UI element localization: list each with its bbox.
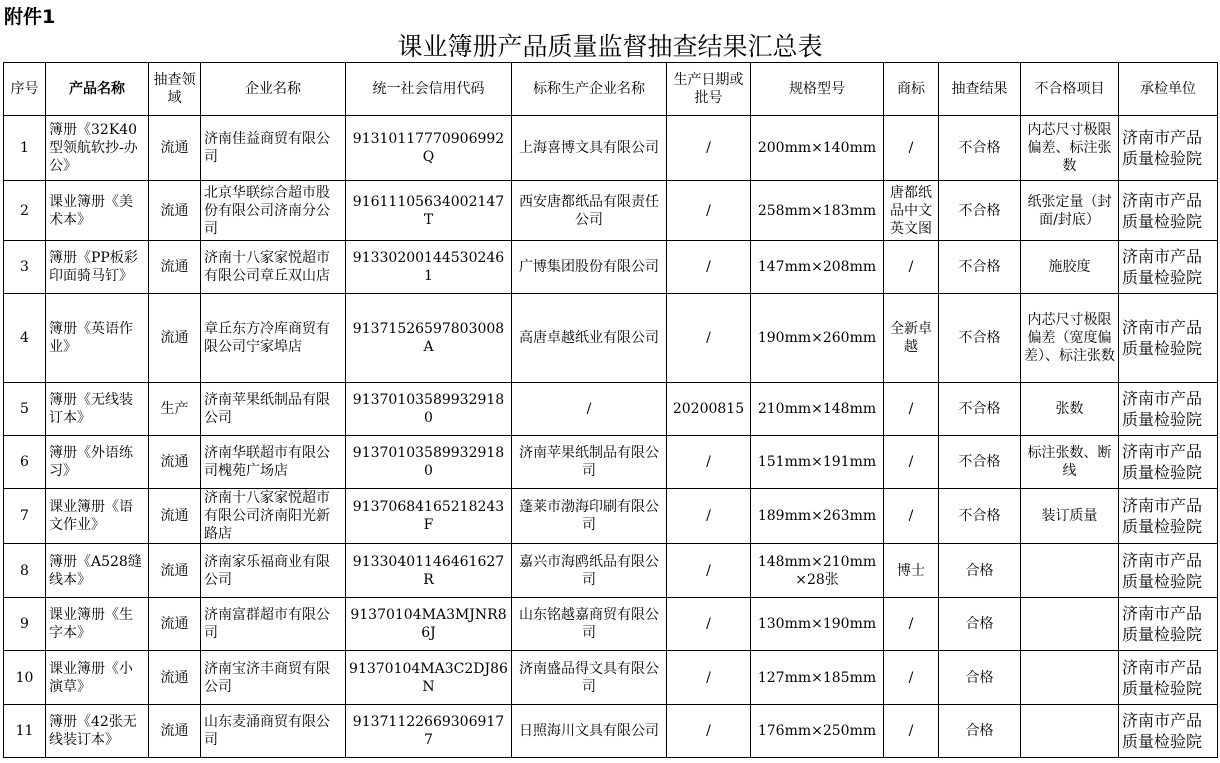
table-row [4, 436, 1218, 489]
failed-items-cell [1021, 705, 1119, 758]
specification-cell: 130mm×190mm [751, 598, 884, 651]
production-date-cell: / [667, 116, 751, 181]
specification-cell: 151mm×191mm [751, 436, 884, 489]
header-company: 企业名称 [201, 63, 346, 116]
failed-items-cell [1021, 651, 1119, 705]
trademark-cell: / [884, 383, 939, 436]
table-row [4, 181, 1218, 241]
table-row [4, 116, 1218, 181]
specification-cell: 176mm×250mm [751, 705, 884, 758]
attachment-label: 附件1 [4, 6, 56, 28]
failed-items-cell: 施胶度 [1021, 241, 1119, 294]
labeled-manufacturer-cell: 日照海川文具有限公司 [512, 705, 667, 758]
credit-code-cell: 913701035899329180 [346, 383, 512, 436]
row-number-cell: 2 [4, 181, 46, 241]
credit-code-cell: 91370684165218243F [346, 489, 512, 544]
production-date-cell: / [667, 544, 751, 598]
inspection-org-cell: 济南市产品质量检验院 [1119, 544, 1218, 598]
inspection-result-cell: 合格 [939, 705, 1021, 758]
row-number-cell: 8 [4, 544, 46, 598]
inspection-result-cell: 不合格 [939, 116, 1021, 181]
company-name-cell: 山东麦涌商贸有限公司 [201, 705, 346, 758]
company-name-cell: 济南富群超市有限公司 [201, 598, 346, 651]
inspection-org-cell: 济南市产品质量检验院 [1119, 294, 1218, 383]
failed-items-cell [1021, 544, 1119, 598]
product-name-cell: 簿册《PP板彩印面骑马钉》 [46, 241, 149, 294]
inspection-org-cell: 济南市产品质量检验院 [1119, 116, 1218, 181]
product-name-cell: 簿册《42张无线装订本》 [46, 705, 149, 758]
labeled-manufacturer-cell: 上海喜博文具有限公司 [512, 116, 667, 181]
row-number-cell: 4 [4, 294, 46, 383]
product-name-cell: 课业簿册《小演草》 [46, 651, 149, 705]
inspection-org-cell: 济南市产品质量检验院 [1119, 489, 1218, 544]
trademark-cell: / [884, 598, 939, 651]
credit-code-cell: 91370104MA3C2DJ86N [346, 651, 512, 705]
inspection-field-cell: 流通 [149, 181, 201, 241]
inspection-field-cell: 流通 [149, 241, 201, 294]
table-row [4, 383, 1218, 436]
inspection-field-cell: 流通 [149, 116, 201, 181]
inspection-org-cell: 济南市产品质量检验院 [1119, 436, 1218, 489]
production-date-cell: / [667, 241, 751, 294]
row-number-cell: 10 [4, 651, 46, 705]
failed-items-cell: 纸张定量（封面/封底） [1021, 181, 1119, 241]
header-result: 抽查结果 [939, 63, 1021, 116]
inspection-field-cell: 生产 [149, 383, 201, 436]
product-name-cell: 簿册《A528缝线本》 [46, 544, 149, 598]
company-name-cell: 济南宝济丰商贸有限公司 [201, 651, 346, 705]
inspection-field-cell: 流通 [149, 598, 201, 651]
product-name-cell: 课业簿册《语文作业》 [46, 489, 149, 544]
product-name-cell: 簿册《英语作业》 [46, 294, 149, 383]
production-date-cell: / [667, 651, 751, 705]
credit-code-cell: 91310117770906992Q [346, 116, 512, 181]
company-name-cell: 济南苹果纸制品有限公司 [201, 383, 346, 436]
credit-code-cell: 913302001445302461 [346, 241, 512, 294]
row-number-cell: 11 [4, 705, 46, 758]
inspection-org-cell: 济南市产品质量检验院 [1119, 383, 1218, 436]
credit-code-cell: 91611105634002147T [346, 181, 512, 241]
product-name-cell: 课业簿册《生字本》 [46, 598, 149, 651]
trademark-cell: / [884, 651, 939, 705]
header-maker: 标称生产企业名称 [512, 63, 667, 116]
inspection-result-cell: 不合格 [939, 294, 1021, 383]
labeled-manufacturer-cell: 西安唐都纸品有限责任公司 [512, 181, 667, 241]
failed-items-cell: 内芯尺寸极限偏差、标注张数 [1021, 116, 1119, 181]
table-row [4, 705, 1218, 758]
inspection-org-cell: 济南市产品质量检验院 [1119, 705, 1218, 758]
credit-code-cell: 91370104MA3MJNR86J [346, 598, 512, 651]
row-number-cell: 5 [4, 383, 46, 436]
specification-cell: 147mm×208mm [751, 241, 884, 294]
trademark-cell: / [884, 489, 939, 544]
production-date-cell: / [667, 436, 751, 489]
specification-cell: 258mm×183mm [751, 181, 884, 241]
header-org: 承检单位 [1119, 63, 1218, 116]
table-row [4, 598, 1218, 651]
inspection-field-cell: 流通 [149, 544, 201, 598]
labeled-manufacturer-cell: 济南苹果纸制品有限公司 [512, 436, 667, 489]
product-name-cell: 簿册《外语练习》 [46, 436, 149, 489]
company-name-cell: 济南十八家家悦超市有限公司济南阳光新路店 [201, 489, 346, 544]
product-name-cell: 簿册《32K40型领航软抄-办公》 [46, 116, 149, 181]
inspection-org-cell: 济南市产品质量检验院 [1119, 598, 1218, 651]
inspection-field-cell: 流通 [149, 294, 201, 383]
header-field: 抽查领域 [149, 63, 201, 116]
header-product: 产品名称 [46, 63, 149, 116]
labeled-manufacturer-cell: 山东铭越嘉商贸有限公司 [512, 598, 667, 651]
trademark-cell: 全新卓越 [884, 294, 939, 383]
inspection-field-cell: 流通 [149, 436, 201, 489]
inspection-org-cell: 济南市产品质量检验院 [1119, 181, 1218, 241]
failed-items-cell: 装订质量 [1021, 489, 1119, 544]
specification-cell: 200mm×140mm [751, 116, 884, 181]
trademark-cell: / [884, 705, 939, 758]
trademark-cell: / [884, 436, 939, 489]
company-name-cell: 济南家乐福商业有限公司 [201, 544, 346, 598]
inspection-result-cell: 合格 [939, 544, 1021, 598]
specification-cell: 190mm×260mm [751, 294, 884, 383]
row-number-cell: 6 [4, 436, 46, 489]
specification-cell: 148mm×210mm×28张 [751, 544, 884, 598]
row-number-cell: 3 [4, 241, 46, 294]
results-table [3, 62, 1218, 758]
production-date-cell: 20200815 [667, 383, 751, 436]
inspection-result-cell: 不合格 [939, 436, 1021, 489]
page-title: 课业簿册产品质量监督抽查结果汇总表 [397, 32, 823, 61]
trademark-cell: / [884, 116, 939, 181]
credit-code-cell: 913711226693069177 [346, 705, 512, 758]
company-name-cell: 济南佳益商贸有限公司 [201, 116, 346, 181]
header-code: 统一社会信用代码 [346, 63, 512, 116]
specification-cell: 210mm×148mm [751, 383, 884, 436]
inspection-field-cell: 流通 [149, 705, 201, 758]
inspection-result-cell: 不合格 [939, 181, 1021, 241]
table-row [4, 544, 1218, 598]
failed-items-cell [1021, 598, 1119, 651]
row-number-cell: 9 [4, 598, 46, 651]
header-spec: 规格型号 [751, 63, 884, 116]
credit-code-cell: 91371526597803008A [346, 294, 512, 383]
product-name-cell: 簿册《无线装订本》 [46, 383, 149, 436]
inspection-org-cell: 济南市产品质量检验院 [1119, 241, 1218, 294]
failed-items-cell: 标注张数、断线 [1021, 436, 1119, 489]
production-date-cell: / [667, 181, 751, 241]
header-brand: 商标 [884, 63, 939, 116]
labeled-manufacturer-cell: 嘉兴市海鸥纸品有限公司 [512, 544, 667, 598]
company-name-cell: 北京华联综合超市股份有限公司济南分公司 [201, 181, 346, 241]
inspection-result-cell: 不合格 [939, 383, 1021, 436]
inspection-result-cell: 合格 [939, 598, 1021, 651]
inspection-org-cell: 济南市产品质量检验院 [1119, 651, 1218, 705]
header-date: 生产日期或批号 [667, 63, 751, 116]
company-name-cell: 济南华联超市有限公司槐苑广场店 [201, 436, 346, 489]
production-date-cell: / [667, 294, 751, 383]
production-date-cell: / [667, 705, 751, 758]
inspection-field-cell: 流通 [149, 489, 201, 544]
labeled-manufacturer-cell: 高唐卓越纸业有限公司 [512, 294, 667, 383]
labeled-manufacturer-cell: 蓬莱市渤海印刷有限公司 [512, 489, 667, 544]
specification-cell: 127mm×185mm [751, 651, 884, 705]
credit-code-cell: 913701035899329180 [346, 436, 512, 489]
credit-code-cell: 91330401146461627R [346, 544, 512, 598]
inspection-field-cell: 流通 [149, 651, 201, 705]
inspection-result-cell: 合格 [939, 651, 1021, 705]
failed-items-cell: 张数 [1021, 383, 1119, 436]
labeled-manufacturer-cell: 济南盛品得文具有限公司 [512, 651, 667, 705]
inspection-result-cell: 不合格 [939, 241, 1021, 294]
row-number-cell: 1 [4, 116, 46, 181]
company-name-cell: 济南十八家家悦超市有限公司章丘双山店 [201, 241, 346, 294]
production-date-cell: / [667, 489, 751, 544]
inspection-result-cell: 不合格 [939, 489, 1021, 544]
company-name-cell: 章丘东方冷库商贸有限公司宁家埠店 [201, 294, 346, 383]
header-items: 不合格项目 [1021, 63, 1119, 116]
product-name-cell: 课业簿册《美术本》 [46, 181, 149, 241]
trademark-cell: 博士 [884, 544, 939, 598]
table-row [4, 294, 1218, 383]
table-row [4, 241, 1218, 294]
header-row [4, 63, 1218, 116]
trademark-cell: / [884, 241, 939, 294]
labeled-manufacturer-cell: 广博集团股份有限公司 [512, 241, 667, 294]
trademark-cell: 唐都纸品中文英文图 [884, 181, 939, 241]
row-number-cell: 7 [4, 489, 46, 544]
header-no: 序号 [4, 63, 46, 116]
specification-cell: 189mm×263mm [751, 489, 884, 544]
table-row [4, 651, 1218, 705]
production-date-cell: / [667, 598, 751, 651]
failed-items-cell: 内芯尺寸极限偏差（宽度偏差）、标注张数 [1021, 294, 1119, 383]
labeled-manufacturer-cell: / [512, 383, 667, 436]
table-row [4, 489, 1218, 544]
